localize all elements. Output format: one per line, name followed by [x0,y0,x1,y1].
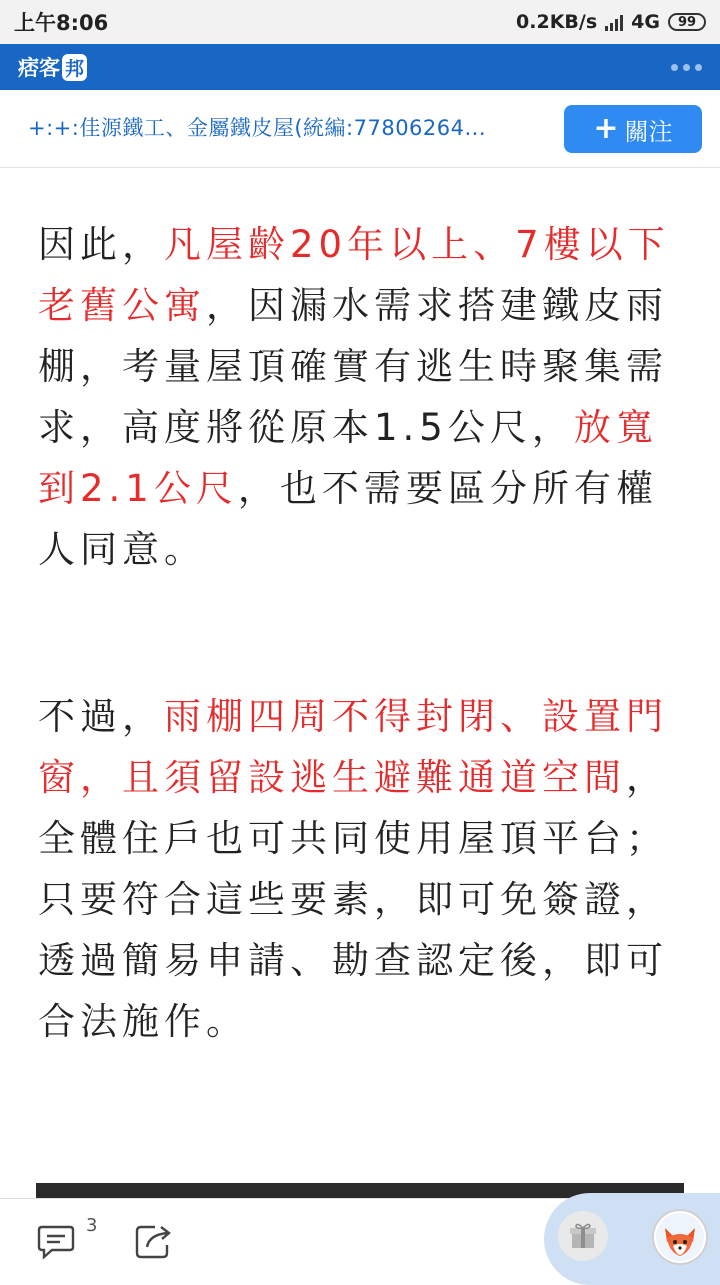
comment-count: 3 [86,1215,98,1236]
status-bar [0,0,720,44]
paragraph-text: ，全體住戶也可共同使用屋頂平台；只要符合這些要素，即可免簽證，透過簡易申請、勘查認定後，即可合法施作。 [38,756,668,1043]
bottom-action-bar [0,1198,720,1280]
comment-icon[interactable] [36,1221,76,1261]
more-options-icon[interactable] [671,64,702,71]
paragraph-text: ，因漏水需求搭建鐵皮雨棚，考量屋頂確實有逃生時聚集需求，高度將從原本1.5公尺， [38,284,668,449]
article-paragraph-2 [38,686,688,1052]
fox-mascot-icon[interactable] [652,1209,708,1265]
gift-icon[interactable] [558,1211,608,1261]
follow-button[interactable] [564,105,702,153]
paragraph-text: ，也不需要區分所有權人同意。 [38,467,658,571]
blog-title[interactable]: +:+:佳源鐵工、金屬鐵皮屋(統編:77806264... [28,116,487,140]
highlighted-text: 雨棚四周不得封閉、設置門窗，且須留設逃生避難通道空間 [38,695,668,799]
logo-text: 痞客 [18,56,60,80]
follow-label: 關注 [624,117,673,146]
battery-level: 99 [677,14,697,30]
plus-icon: + [593,111,619,146]
logo-badge: 邦 [62,54,87,81]
signal-icon [605,13,623,31]
pixnet-logo[interactable] [18,52,87,82]
article-paragraph-1 [38,214,688,580]
status-indicators [516,11,706,33]
paragraph-text: 不過， [38,695,164,738]
status-time: 上午8:06 [14,11,109,35]
highlighted-text: 放寬到2.1公尺 [38,406,658,510]
network-speed: 0.2KB/s [516,11,598,33]
share-icon[interactable] [133,1221,177,1261]
battery-icon [668,13,706,31]
app-bar [0,44,720,90]
paragraph-text: 因此， [38,223,164,266]
network-type: 4G [631,11,660,33]
highlighted-text: 凡屋齡20年以上、7樓以下老舊公寓 [38,223,670,327]
blog-title-bar [0,90,720,168]
